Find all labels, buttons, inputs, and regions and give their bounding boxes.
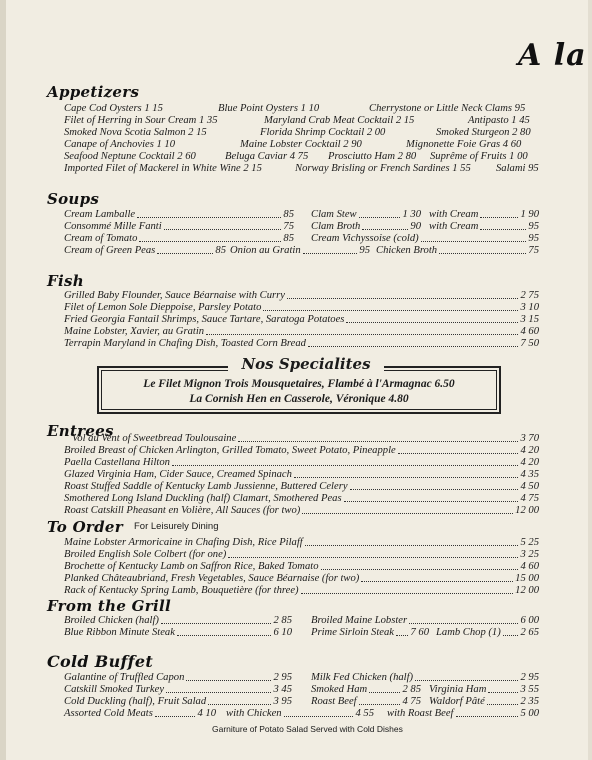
buffet-name: Catskill Smoked Turkey — [64, 684, 165, 695]
to-order-price: 4 60 — [520, 561, 539, 572]
to-order-name: Planked Châteaubriand, Fresh Vegetables, Sauce Béarnaise (for two) — [64, 573, 360, 584]
buffet-item — [311, 696, 421, 708]
buffet-item — [311, 684, 421, 696]
buffet-item — [429, 696, 539, 708]
fish-name: Terrapin Maryland in Chafing Dish, Toasted Corn Bread — [64, 338, 306, 349]
entree-price: 4 20 — [520, 457, 539, 468]
fish-item — [64, 326, 539, 338]
buffet-name: Assorted Cold Meats — [64, 708, 153, 719]
buffet-price: 2 35 — [520, 696, 539, 707]
to-order-name: Broiled English Sole Colbert (for one) — [64, 549, 227, 560]
grill-item — [311, 627, 429, 639]
appetizer-item: Norway Brisling or French Sardines 1 55 — [295, 163, 471, 174]
entree-name: Smothered Long Island Duckling (half) Clamart, Smothered Peas — [64, 493, 342, 504]
buffet-price: 2 95 — [520, 672, 539, 683]
soup-item — [376, 245, 539, 257]
entree-item — [72, 433, 539, 445]
soup-name: Chicken Broth — [376, 245, 438, 256]
buffet-price: 3 55 — [520, 684, 539, 695]
grill-item — [436, 627, 539, 639]
to-order-price: 5 25 — [520, 537, 539, 548]
soup-name: Cream Vichyssoise (cold) — [311, 233, 419, 244]
buffet-price: 4 55 — [355, 708, 374, 719]
buffet-heading: Cold Buffet — [47, 652, 154, 671]
buffet-price: 2 85 — [402, 684, 421, 695]
appetizer-item: Smoked Nova Scotia Salmon 2 15 — [64, 127, 207, 138]
soup-price: 75 — [528, 245, 539, 256]
grill-name: Broiled Chicken (half) — [64, 615, 159, 626]
to-order-price: 3 25 — [520, 549, 539, 560]
soup-price: 85 — [215, 245, 226, 256]
grill-price: 7 60 — [410, 627, 429, 638]
entree-name: Paella Castellana Hilton — [64, 457, 170, 468]
soup-price: 75 — [283, 221, 294, 232]
buffet-item — [311, 672, 539, 684]
entree-item — [64, 469, 539, 481]
soup-item — [429, 221, 539, 233]
entree-name: Roast Catskill Pheasant en Volière, All Sauces (for two) — [64, 505, 301, 516]
appetizer-item: Salami 95 — [496, 163, 539, 174]
grill-item — [64, 615, 292, 627]
soup-price: 95 — [528, 221, 539, 232]
page-right-edge — [588, 0, 592, 760]
page-left-edge — [0, 0, 6, 760]
buffet-note: Garniture of Potato Salad Served with Cold Dishes — [212, 724, 403, 734]
buffet-item — [64, 672, 292, 684]
soup-item — [311, 209, 421, 221]
to-order-name: Maine Lobster Armoricaine in Chafing Dish, Rice Pilaff — [64, 537, 303, 548]
fish-item — [64, 338, 539, 350]
soup-name: Cream Lamballe — [64, 209, 136, 220]
to-order-item — [64, 549, 539, 561]
entree-price: 4 35 — [520, 469, 539, 480]
appetizers-row — [64, 163, 539, 175]
soup-price: 90 — [410, 221, 421, 232]
fish-price: 3 15 — [520, 314, 539, 325]
to-order-item — [64, 573, 539, 585]
entree-item — [64, 445, 539, 457]
buffet-item — [64, 708, 216, 720]
grill-heading: From the Grill — [47, 597, 171, 615]
buffet-name: Galantine of Truffled Capon — [64, 672, 185, 683]
entree-item — [64, 457, 539, 469]
appetizer-item: Mignonette Foie Gras 4 60 — [406, 139, 522, 150]
appetizers-row — [64, 127, 539, 139]
grill-name: Broiled Maine Lobster — [311, 615, 408, 626]
to-order-item — [64, 537, 539, 549]
buffet-price: 3 45 — [273, 684, 292, 695]
specialites-heading: Nos Specialites — [228, 355, 384, 373]
grill-item — [311, 615, 539, 627]
entree-price: 3 70 — [520, 433, 539, 444]
specialty-item: Le Filet Mignon Trois Mousquetaires, Flambé à l'Armagnac 6.50 — [143, 378, 455, 390]
entree-name: Glazed Virginia Ham, Cider Sauce, Creamed Spinach — [64, 469, 292, 480]
buffet-price: 2 95 — [273, 672, 292, 683]
soup-price: 85 — [283, 209, 294, 220]
soup-item — [64, 245, 226, 257]
entree-price: 4 75 — [520, 493, 539, 504]
specialites-box — [97, 366, 501, 414]
soup-item — [64, 209, 294, 221]
buffet-name: Roast Beef — [311, 696, 357, 707]
soup-price: 1 30 — [402, 209, 421, 220]
grill-item — [64, 627, 292, 639]
buffet-name: Virginia Ham — [429, 684, 487, 695]
appetizers-row — [64, 151, 539, 163]
specialty-item: La Cornish Hen en Casserole, Véronique 4.80 — [189, 393, 409, 405]
fish-name: Filet of Lemon Sole Dieppoise, Parsley Potato — [64, 302, 262, 313]
soup-item — [64, 221, 294, 233]
to-order-price: 15 00 — [515, 573, 539, 584]
appetizer-item: Smoked Sturgeon 2 80 — [436, 127, 531, 138]
fish-price: 2 75 — [520, 290, 539, 301]
buffet-item — [226, 708, 374, 720]
soup-item — [64, 233, 294, 245]
to-order-item — [64, 561, 539, 573]
appetizer-item: Blue Point Oysters 1 10 — [218, 103, 320, 114]
entree-name: Vol au Vent of Sweetbread Toulousaine — [72, 433, 237, 444]
entree-price: 4 50 — [520, 481, 539, 492]
appetizer-item: Filet of Herring in Sour Cream 1 35 — [64, 115, 218, 126]
soup-name: Cream of Green Peas — [64, 245, 156, 256]
entree-item — [64, 481, 539, 493]
grill-name: Lamb Chop (1) — [436, 627, 501, 638]
entree-item — [64, 493, 539, 505]
to-order-item — [64, 585, 539, 597]
to-order-price: 12 00 — [515, 585, 539, 596]
buffet-price: 3 95 — [273, 696, 292, 707]
buffet-item — [64, 684, 292, 696]
grill-price: 6 00 — [520, 615, 539, 626]
buffet-item — [429, 684, 539, 696]
soup-name: Clam Stew — [311, 209, 357, 220]
fish-item — [64, 302, 539, 314]
soup-name: Clam Broth — [311, 221, 361, 232]
to-order-name: Brochette of Kentucky Lamb on Saffron Rice, Baked Tomato — [64, 561, 319, 572]
entree-name: Roast Stuffed Saddle of Kentucky Lamb Jussienne, Buttered Celery — [64, 481, 348, 492]
appetizers-row — [64, 103, 539, 115]
buffet-price: 4 10 — [197, 708, 216, 719]
grill-name: Prime Sirloin Steak — [311, 627, 394, 638]
fish-name: Fried Georgia Fantail Shrimps, Sauce Tartare, Saratoga Potatoes — [64, 314, 345, 325]
soup-name: Cream of Tomato — [64, 233, 138, 244]
appetizer-item: Prosciutto Ham 2 80 — [328, 151, 417, 162]
buffet-name: Smoked Ham — [311, 684, 368, 695]
fish-price: 7 50 — [520, 338, 539, 349]
soup-name: with Cream — [429, 221, 479, 232]
buffet-name: Cold Duckling (half), Fruit Salad — [64, 696, 207, 707]
buffet-item — [387, 708, 539, 720]
soups-heading: Soups — [47, 190, 100, 208]
fish-name: Maine Lobster, Xavier, au Gratin — [64, 326, 205, 337]
appetizer-item: Cherrystone or Little Neck Clams 95 — [369, 103, 526, 114]
entree-price: 12 00 — [515, 505, 539, 516]
appetizer-item: Canape of Anchovies 1 10 — [64, 139, 176, 150]
grill-price: 2 65 — [520, 627, 539, 638]
buffet-name: Milk Fed Chicken (half) — [311, 672, 414, 683]
appetizers-row — [64, 139, 539, 151]
soup-item — [311, 221, 421, 233]
soup-name: Consommé Mille Fanti — [64, 221, 162, 232]
fish-price: 4 60 — [520, 326, 539, 337]
buffet-name: with Roast Beef — [387, 708, 454, 719]
to-order-name: Rack of Kentucky Spring Lamb, Bouquetière (for three) — [64, 585, 299, 596]
soup-name: Onion au Gratin — [230, 245, 301, 256]
entrees-heading: Entrees — [47, 422, 114, 440]
buffet-item — [64, 696, 292, 708]
soup-item — [230, 245, 370, 257]
soup-item — [429, 209, 539, 221]
appetizer-item: Antipasto 1 45 — [468, 115, 530, 126]
buffet-price: 4 75 — [402, 696, 421, 707]
soup-name: with Cream — [429, 209, 479, 220]
to-order-heading: To Order — [47, 518, 123, 536]
buffet-price: 5 00 — [520, 708, 539, 719]
appetizer-item: Maine Lobster Cocktail 2 90 — [240, 139, 362, 150]
appetizer-item: Maryland Crab Meat Cocktail 2 15 — [264, 115, 415, 126]
to-order-note: For Leisurely Dining — [134, 521, 219, 532]
fish-heading: Fish — [47, 272, 84, 290]
fish-price: 3 10 — [520, 302, 539, 313]
grill-price: 6 10 — [273, 627, 292, 638]
grill-name: Blue Ribbon Minute Steak — [64, 627, 175, 638]
entree-name: Broiled Breast of Chicken Arlington, Grilled Tomato, Sweet Potato, Pineapple — [64, 445, 396, 456]
buffet-name: with Chicken — [226, 708, 282, 719]
entree-item — [64, 505, 539, 517]
appetizer-item: Beluga Caviar 4 75 — [225, 151, 309, 162]
fish-name: Grilled Baby Flounder, Sauce Béarnaise with Curry — [64, 290, 285, 301]
grill-price: 2 85 — [273, 615, 292, 626]
soup-price: 1 90 — [520, 209, 539, 220]
fish-item — [64, 314, 539, 326]
soup-price: 95 — [528, 233, 539, 244]
buffet-name: Waldorf Pâté — [429, 696, 485, 707]
appetizer-item: Imported Filet of Mackerel in White Wine 2 15 — [64, 163, 262, 174]
menu-title: A la — [518, 38, 587, 73]
appetizer-item: Cape Cod Oysters 1 15 — [64, 103, 163, 114]
appetizers-row — [64, 115, 539, 127]
soup-price: 95 — [359, 245, 370, 256]
appetizers-heading: Appetizers — [47, 83, 140, 101]
soup-item — [311, 233, 539, 245]
entree-price: 4 20 — [520, 445, 539, 456]
appetizer-item: Suprême of Fruits 1 00 — [430, 151, 528, 162]
appetizer-item: Seafood Neptune Cocktail 2 60 — [64, 151, 196, 162]
soup-price: 85 — [283, 233, 294, 244]
appetizer-item: Florida Shrimp Cocktail 2 00 — [260, 127, 386, 138]
fish-item — [64, 290, 539, 302]
